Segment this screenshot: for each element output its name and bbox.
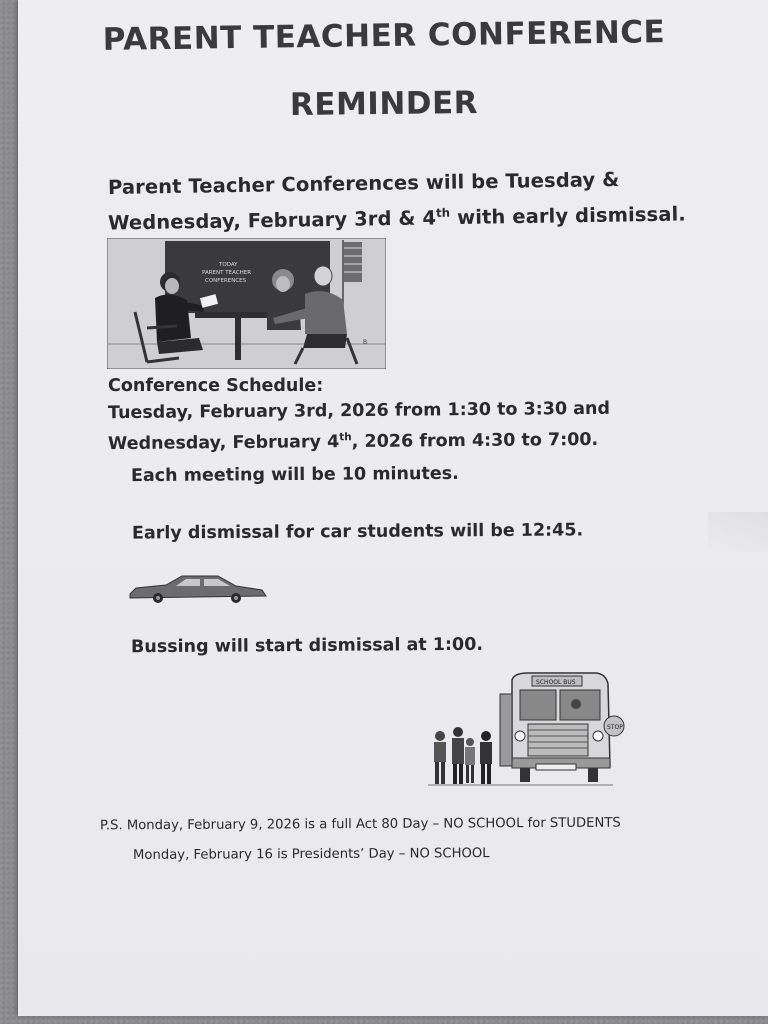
board-text-1: TODAY: [219, 262, 238, 268]
svg-text:B: B: [363, 339, 368, 346]
school-bus-illustration: [428, 670, 628, 790]
schedule-wednesday-part1: Wednesday, February 4: [107, 432, 340, 455]
school-bus-icon: [500, 673, 624, 782]
board-text-3: CONFERENCES: [205, 278, 247, 284]
flyer-title-line2: REMINDER: [289, 85, 479, 123]
intro-line1: Parent Teacher Conferences will be Tuesday &: [107, 167, 620, 200]
schedule-wednesday-part2: , 2026 from 4:30 to 7:00.: [351, 429, 599, 453]
intro-line2-part1: Wednesday, February 3rd & 4: [107, 206, 437, 235]
flyer-paper: [18, 0, 768, 1016]
ps-act80-note: P.S. Monday, February 9, 2026 is a full Act 80 Day – NO SCHOOL for STUDENTS: [99, 815, 621, 834]
car-dismissal-text: Early dismissal for car students will be 12:45.: [131, 520, 584, 544]
intro-line2-sup: th: [435, 205, 451, 220]
car-icon: [126, 572, 268, 604]
paper-fold-shadow: [708, 512, 768, 552]
schedule-heading: Conference Schedule:: [108, 376, 324, 396]
schedule-wednesday-sup: th: [339, 431, 352, 444]
schedule-tuesday: Tuesday, February 3rd, 2026 from 1:30 to 3:30 and: [107, 398, 611, 424]
schedule-duration: Each meeting will be 10 minutes.: [130, 463, 459, 487]
schedule-wednesday: [108, 430, 598, 454]
conference-illustration: [107, 238, 386, 369]
bus-sign-text: SCHOOL BUS: [536, 679, 576, 686]
intro-line2-part2: with early dismissal.: [450, 202, 686, 230]
ps-presidents-day-note: Monday, February 16 is Presidents’ Day – NO SCHOOL: [132, 846, 490, 863]
bus-dismissal-text: Bussing will start dismissal at 1:00.: [130, 634, 484, 658]
stop-sign-text: STOP: [607, 724, 623, 731]
board-text-2: PARENT TEACHER: [202, 270, 252, 276]
flyer-title-line1: PARENT TEACHER CONFERENCE: [102, 14, 666, 58]
